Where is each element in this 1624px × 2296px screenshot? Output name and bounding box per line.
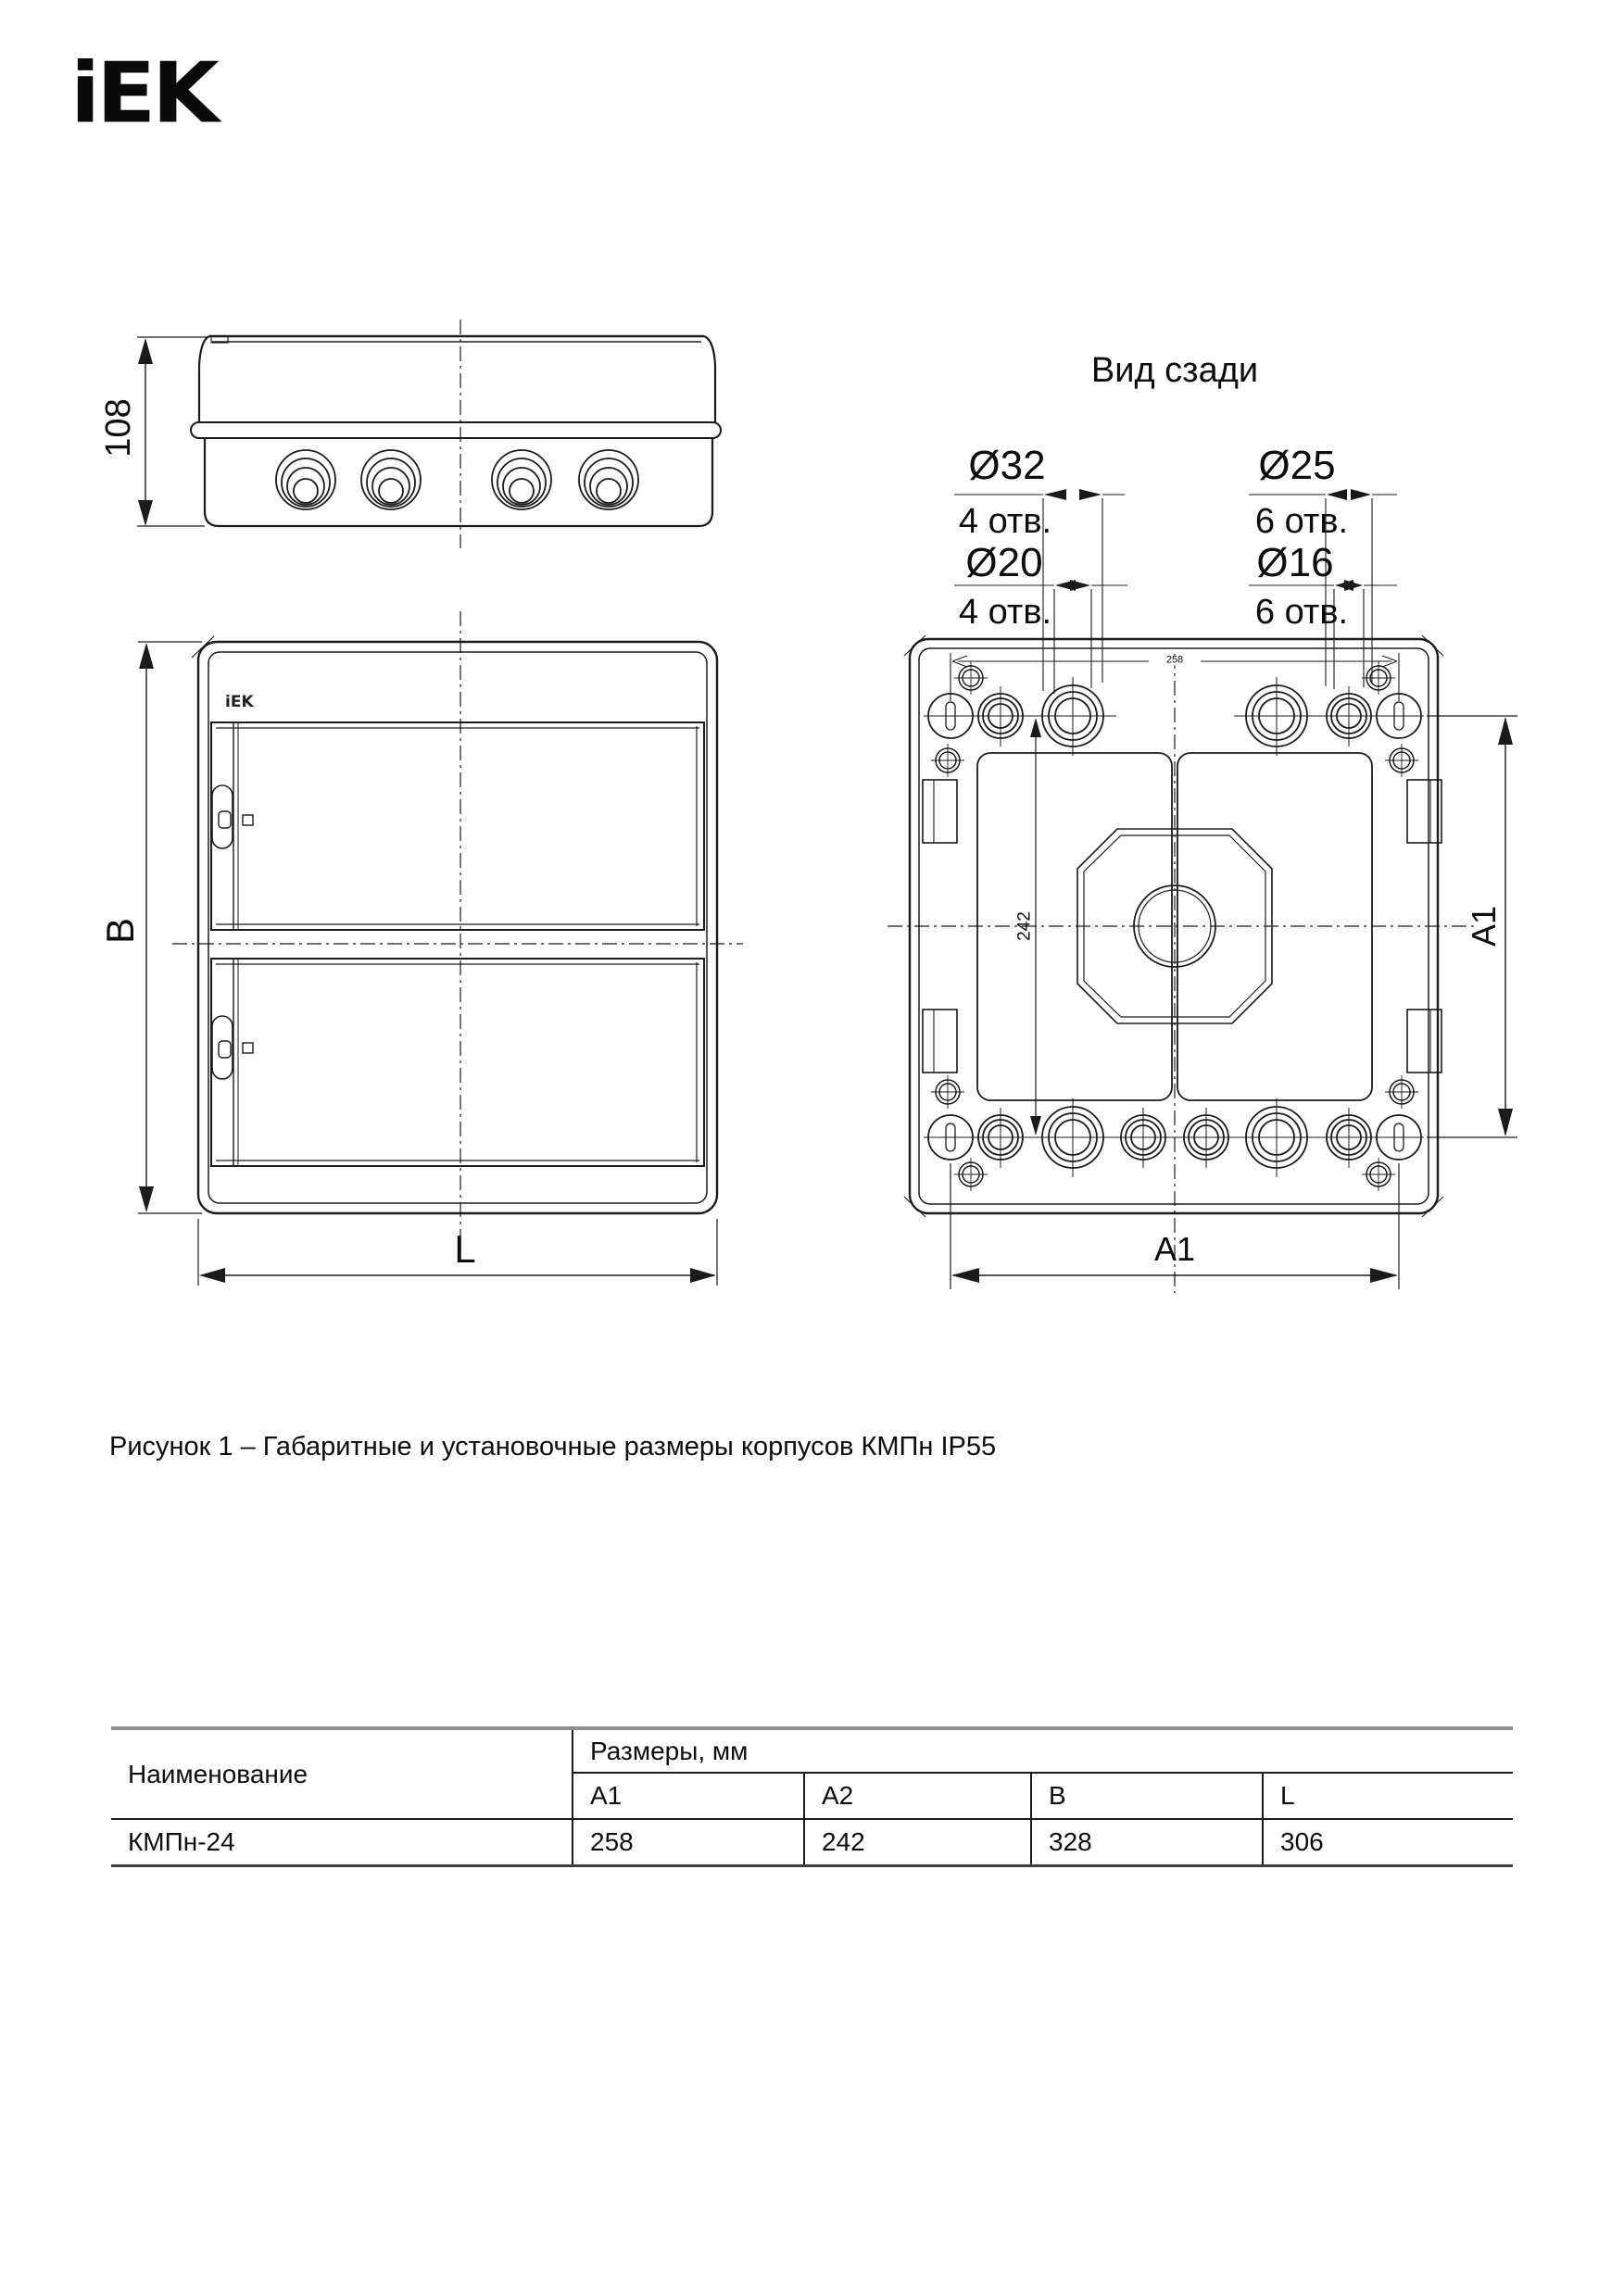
table-header-a1: A1 [573, 1773, 804, 1819]
rear-view-title: Вид сзади [1090, 351, 1259, 390]
callout-d25-holes: 6 отв. [1254, 502, 1349, 541]
dim-label-L: L [454, 1227, 476, 1271]
callout-d16-holes: 6 отв. [1254, 593, 1349, 632]
table-row [111, 1819, 1513, 1865]
rear-bottom-knockouts [924, 1098, 1424, 1177]
dimensions-table [111, 1726, 1513, 1867]
front-view-drawing [138, 611, 743, 1286]
table-cell-a1: 258 [573, 1819, 804, 1865]
table-cell-l: 306 [1280, 1826, 1324, 1856]
dim-label-242: 242 [1014, 911, 1035, 941]
callout-d32-holes: 4 отв. [958, 502, 1052, 541]
dim-label-258: 258 [1164, 656, 1186, 666]
callout-d16: Ø16 [1256, 540, 1334, 585]
table-cell-b: 328 [1031, 1819, 1263, 1865]
dim-label-A1-bottom: A1 [1153, 1230, 1196, 1268]
front-panel-iek-logo: iEK [225, 693, 254, 711]
table-header-sizes-group: Размеры, мм [573, 1728, 1513, 1773]
table-header-a2: A2 [804, 1773, 1031, 1819]
callout-d25: Ø25 [1258, 443, 1336, 488]
callout-d20: Ø20 [965, 540, 1043, 585]
callout-d32: Ø32 [968, 443, 1046, 488]
table-cell-a2: 242 [804, 1819, 1031, 1865]
front-lower-panel [211, 959, 704, 1166]
rear-top-knockouts [924, 677, 1424, 756]
figure-caption: Рисунок 1 – Габаритные и установочные размеры корпусов КМПн IP55 [109, 1432, 997, 1462]
table-header-name: Наименование [111, 1728, 573, 1819]
dim-label-B: B [98, 917, 142, 945]
iek-logo: iEK [70, 44, 216, 142]
callout-d20-holes: 4 отв. [958, 593, 1052, 632]
side-gland-knockouts [276, 450, 638, 509]
dim-label-A1-right: A1 [1465, 905, 1503, 947]
front-upper-panel [211, 722, 704, 930]
table-header-l: L [1263, 1773, 1513, 1819]
dim-B-lines [138, 642, 202, 1213]
dim-label-108: 108 [99, 398, 138, 458]
table-cell-name: КМПн-24 [111, 1819, 573, 1865]
table-header-b: B [1031, 1773, 1263, 1819]
side-view-drawing [137, 320, 721, 548]
